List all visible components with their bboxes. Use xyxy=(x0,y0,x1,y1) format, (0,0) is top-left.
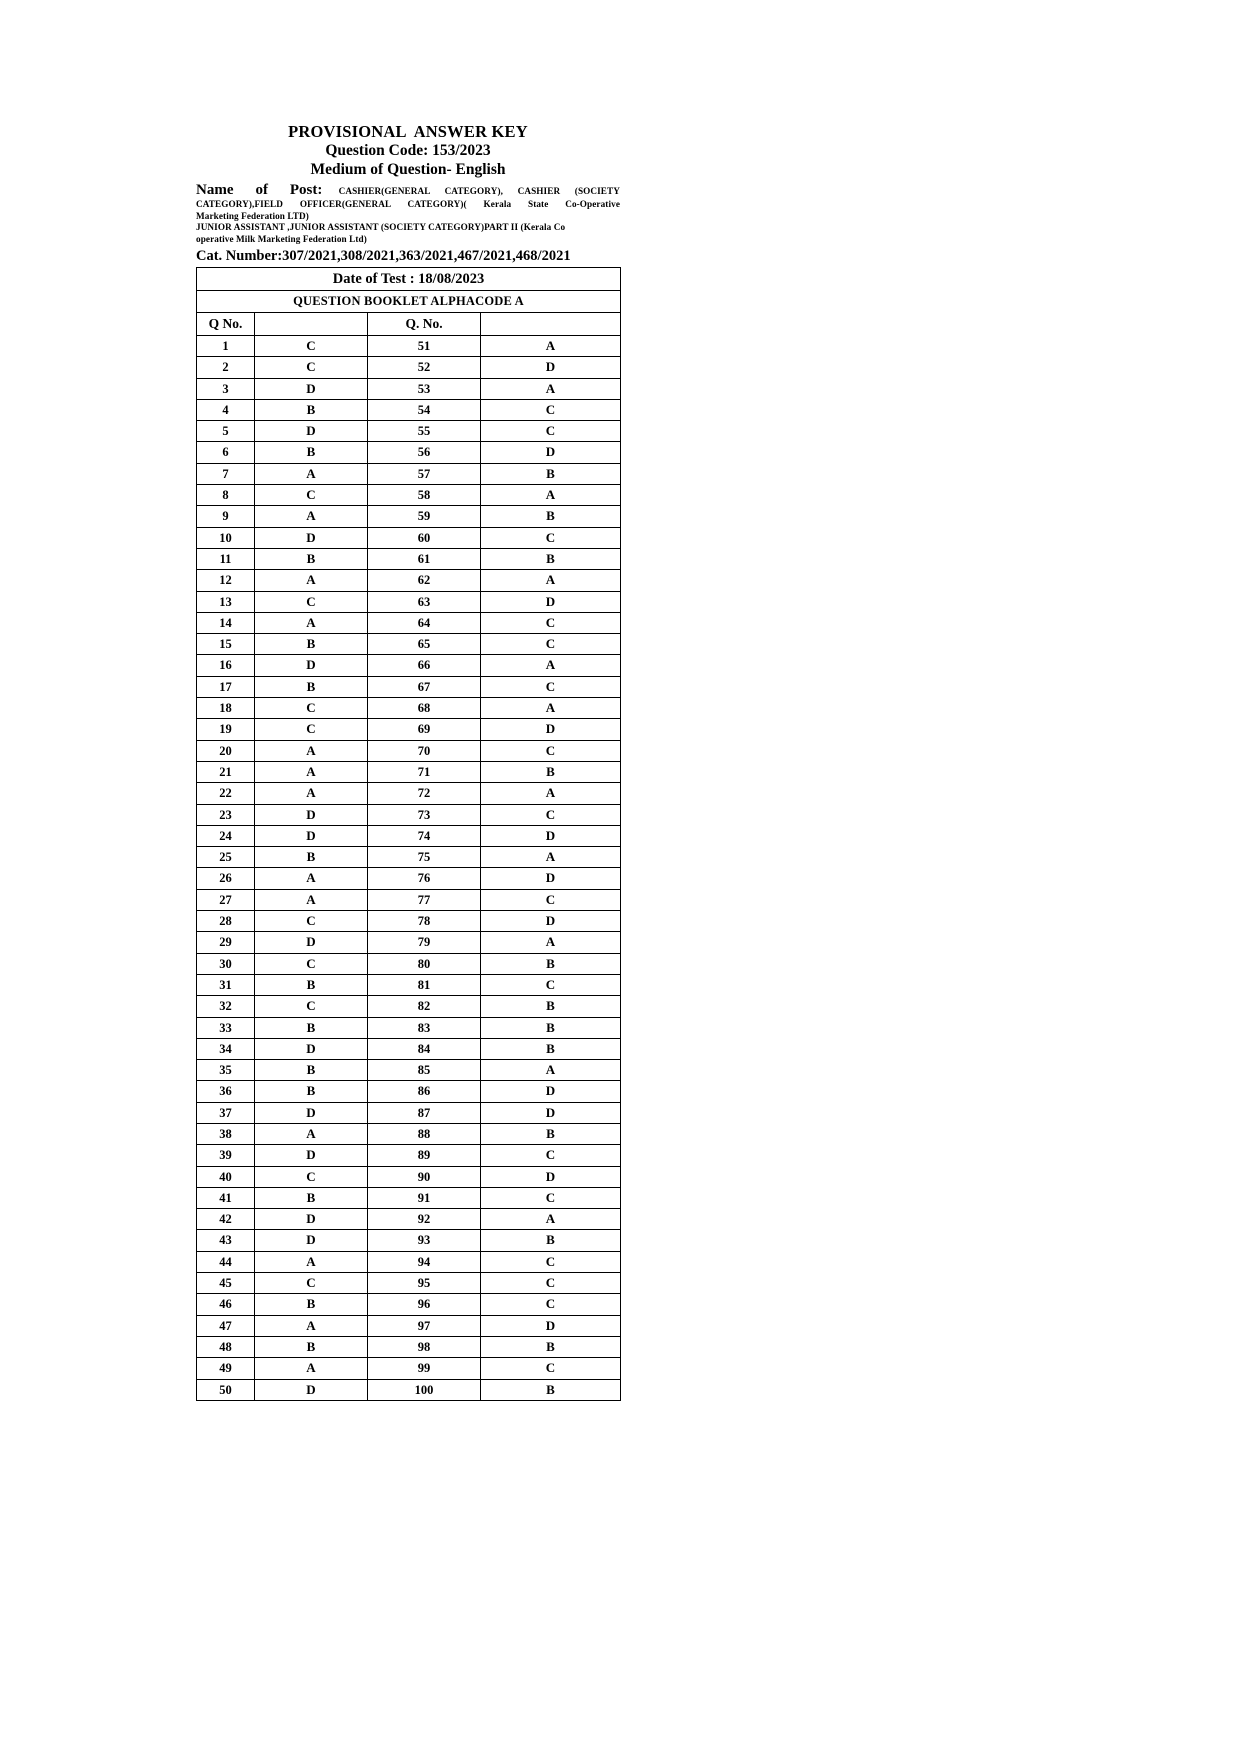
question-number-left: 37 xyxy=(197,1102,255,1123)
question-number-right: 61 xyxy=(368,548,481,569)
answer-left: B xyxy=(255,1187,368,1208)
question-number-right: 57 xyxy=(368,463,481,484)
column-header-row xyxy=(197,313,621,336)
question-number-left: 44 xyxy=(197,1251,255,1272)
answer-right: C xyxy=(481,974,621,995)
question-number-right: 58 xyxy=(368,485,481,506)
answer-left: B xyxy=(255,634,368,655)
table-row xyxy=(197,1379,621,1400)
question-number-right: 96 xyxy=(368,1294,481,1315)
table-row xyxy=(197,485,621,506)
answer-right: C xyxy=(481,634,621,655)
medium-of-question-line: Medium of Question- English xyxy=(310,161,506,178)
question-number-right: 54 xyxy=(368,399,481,420)
table-row xyxy=(197,932,621,953)
question-number-left: 23 xyxy=(197,804,255,825)
answer-left: C xyxy=(255,953,368,974)
answer-right: C xyxy=(481,1187,621,1208)
question-number-left: 36 xyxy=(197,1081,255,1102)
table-row xyxy=(197,612,621,633)
answer-right: A xyxy=(481,847,621,868)
page-title: PROVISIONAL ANSWER KEY xyxy=(288,122,528,141)
table-row xyxy=(197,1209,621,1230)
answer-left: A xyxy=(255,783,368,804)
table-row xyxy=(197,421,621,442)
answer-left: A xyxy=(255,1315,368,1336)
question-number-left: 7 xyxy=(197,463,255,484)
answer-left: B xyxy=(255,1017,368,1038)
question-number-right: 73 xyxy=(368,804,481,825)
question-number-right: 66 xyxy=(368,655,481,676)
question-number-right: 78 xyxy=(368,911,481,932)
date-of-test-row xyxy=(197,268,621,291)
question-number-left: 27 xyxy=(197,889,255,910)
question-number-left: 47 xyxy=(197,1315,255,1336)
header-answer-right xyxy=(481,313,621,336)
answer-right: B xyxy=(481,953,621,974)
post-line-4: JUNIOR ASSISTANT ,JUNIOR ASSISTANT (SOCIETY CATEGORY)PART II (Kerala Co xyxy=(196,222,566,232)
question-number-left: 14 xyxy=(197,612,255,633)
table-row xyxy=(197,655,621,676)
question-number-right: 95 xyxy=(368,1273,481,1294)
answer-left: D xyxy=(255,1038,368,1059)
question-number-right: 68 xyxy=(368,698,481,719)
table-row xyxy=(197,719,621,740)
answer-right: D xyxy=(481,1315,621,1336)
table-row xyxy=(197,889,621,910)
question-number-left: 50 xyxy=(197,1379,255,1400)
answer-right: A xyxy=(481,1209,621,1230)
question-number-left: 30 xyxy=(197,953,255,974)
table-row xyxy=(197,1017,621,1038)
table-row xyxy=(197,1038,621,1059)
question-number-right: 81 xyxy=(368,974,481,995)
answer-right: A xyxy=(481,336,621,357)
answer-right: A xyxy=(481,485,621,506)
answer-left: C xyxy=(255,911,368,932)
answer-left: A xyxy=(255,463,368,484)
answer-right: B xyxy=(481,548,621,569)
table-row xyxy=(197,974,621,995)
answer-left: C xyxy=(255,698,368,719)
table-row xyxy=(197,761,621,782)
question-number-right: 63 xyxy=(368,591,481,612)
post-line-1: CASHIER(GENERAL CATEGORY), CASHIER (SOCIETY xyxy=(338,186,620,196)
question-number-left: 16 xyxy=(197,655,255,676)
question-number-left: 12 xyxy=(197,570,255,591)
answer-left: B xyxy=(255,974,368,995)
question-number-left: 15 xyxy=(197,634,255,655)
table-row xyxy=(197,1081,621,1102)
question-number-right: 76 xyxy=(368,868,481,889)
answer-right: A xyxy=(481,655,621,676)
question-number-left: 21 xyxy=(197,761,255,782)
table-row xyxy=(197,676,621,697)
table-row xyxy=(197,1251,621,1272)
question-number-right: 91 xyxy=(368,1187,481,1208)
question-number-right: 51 xyxy=(368,336,481,357)
table-row xyxy=(197,1102,621,1123)
answer-right: D xyxy=(481,825,621,846)
date-of-test-cell: Date of Test : 18/08/2023 xyxy=(197,268,621,291)
question-number-right: 65 xyxy=(368,634,481,655)
question-number-right: 77 xyxy=(368,889,481,910)
answer-right: A xyxy=(481,1060,621,1081)
question-number-right: 55 xyxy=(368,421,481,442)
answer-left: C xyxy=(255,336,368,357)
answer-right: C xyxy=(481,804,621,825)
answer-left: D xyxy=(255,527,368,548)
question-number-left: 1 xyxy=(197,336,255,357)
answer-left: B xyxy=(255,1060,368,1081)
table-row xyxy=(197,463,621,484)
question-number-left: 31 xyxy=(197,974,255,995)
answer-right: B xyxy=(481,1230,621,1251)
answer-left: B xyxy=(255,1294,368,1315)
table-row xyxy=(197,740,621,761)
question-number-left: 49 xyxy=(197,1358,255,1379)
question-number-right: 60 xyxy=(368,527,481,548)
question-number-left: 40 xyxy=(197,1166,255,1187)
answer-left: D xyxy=(255,1379,368,1400)
question-number-left: 2 xyxy=(197,357,255,378)
booklet-alphacode-cell: QUESTION BOOKLET ALPHACODE A xyxy=(197,291,621,313)
answer-left: D xyxy=(255,804,368,825)
question-number-right: 86 xyxy=(368,1081,481,1102)
answer-right: A xyxy=(481,783,621,804)
question-number-right: 90 xyxy=(368,1166,481,1187)
answer-right: D xyxy=(481,442,621,463)
question-number-right: 85 xyxy=(368,1060,481,1081)
answer-left: D xyxy=(255,1230,368,1251)
answer-left: C xyxy=(255,591,368,612)
answer-left: A xyxy=(255,868,368,889)
question-number-right: 71 xyxy=(368,761,481,782)
table-row xyxy=(197,825,621,846)
table-row xyxy=(197,1060,621,1081)
question-number-right: 97 xyxy=(368,1315,481,1336)
question-number-left: 19 xyxy=(197,719,255,740)
question-number-right: 100 xyxy=(368,1379,481,1400)
question-number-left: 41 xyxy=(197,1187,255,1208)
answer-right: C xyxy=(481,740,621,761)
answer-right: C xyxy=(481,1294,621,1315)
answer-left: A xyxy=(255,612,368,633)
question-number-right: 52 xyxy=(368,357,481,378)
question-number-right: 62 xyxy=(368,570,481,591)
post-line-3: Marketing Federation LTD) xyxy=(196,210,309,221)
question-number-left: 38 xyxy=(197,1123,255,1144)
answer-left: D xyxy=(255,1102,368,1123)
question-number-left: 35 xyxy=(197,1060,255,1081)
answer-right: C xyxy=(481,527,621,548)
answer-right: D xyxy=(481,719,621,740)
question-number-right: 99 xyxy=(368,1358,481,1379)
question-number-left: 32 xyxy=(197,996,255,1017)
question-number-left: 25 xyxy=(197,847,255,868)
question-number-left: 46 xyxy=(197,1294,255,1315)
question-number-left: 8 xyxy=(197,485,255,506)
question-number-left: 34 xyxy=(197,1038,255,1059)
question-number-right: 98 xyxy=(368,1336,481,1357)
question-number-right: 93 xyxy=(368,1230,481,1251)
answer-right: C xyxy=(481,421,621,442)
answer-left: D xyxy=(255,655,368,676)
answer-left: A xyxy=(255,1251,368,1272)
answer-right: C xyxy=(481,676,621,697)
table-row xyxy=(197,698,621,719)
question-number-left: 39 xyxy=(197,1145,255,1166)
cat-number-line: Cat. Number:307/2021,308/2021,363/2021,467/2021,468/2021 xyxy=(196,248,571,264)
question-number-left: 6 xyxy=(197,442,255,463)
answer-right: A xyxy=(481,570,621,591)
question-number-right: 53 xyxy=(368,378,481,399)
question-number-right: 74 xyxy=(368,825,481,846)
table-row xyxy=(197,399,621,420)
table-row xyxy=(197,1166,621,1187)
answer-right: D xyxy=(481,911,621,932)
answer-left: A xyxy=(255,740,368,761)
question-number-left: 17 xyxy=(197,676,255,697)
question-number-left: 43 xyxy=(197,1230,255,1251)
answer-right: D xyxy=(481,1081,621,1102)
answer-left: B xyxy=(255,548,368,569)
question-number-left: 28 xyxy=(197,911,255,932)
table-row xyxy=(197,506,621,527)
answer-left: C xyxy=(255,357,368,378)
answer-right: C xyxy=(481,1358,621,1379)
question-number-left: 18 xyxy=(197,698,255,719)
table-row xyxy=(197,442,621,463)
question-number-left: 13 xyxy=(197,591,255,612)
answer-left: A xyxy=(255,1358,368,1379)
table-row xyxy=(197,868,621,889)
answer-left: C xyxy=(255,1273,368,1294)
answer-right: C xyxy=(481,1251,621,1272)
answer-right: B xyxy=(481,506,621,527)
table-row xyxy=(197,1187,621,1208)
table-row xyxy=(197,911,621,932)
question-number-left: 9 xyxy=(197,506,255,527)
question-number-right: 83 xyxy=(368,1017,481,1038)
question-number-left: 24 xyxy=(197,825,255,846)
answer-left: B xyxy=(255,1336,368,1357)
answer-right: A xyxy=(481,378,621,399)
question-number-left: 22 xyxy=(197,783,255,804)
answer-left: A xyxy=(255,889,368,910)
question-number-right: 94 xyxy=(368,1251,481,1272)
question-number-right: 75 xyxy=(368,847,481,868)
question-number-left: 5 xyxy=(197,421,255,442)
table-row xyxy=(197,527,621,548)
question-number-right: 64 xyxy=(368,612,481,633)
question-number-right: 70 xyxy=(368,740,481,761)
answer-table-body xyxy=(197,268,621,336)
question-number-right: 67 xyxy=(368,676,481,697)
table-row xyxy=(197,1123,621,1144)
answer-right: D xyxy=(481,868,621,889)
answer-left: D xyxy=(255,825,368,846)
name-of-post-label: Name of Post: xyxy=(196,182,323,198)
question-number-right: 89 xyxy=(368,1145,481,1166)
table-row xyxy=(197,847,621,868)
answer-left: C xyxy=(255,1166,368,1187)
question-code-line: Question Code: 153/2023 xyxy=(325,142,491,159)
question-number-left: 26 xyxy=(197,868,255,889)
question-number-left: 42 xyxy=(197,1209,255,1230)
question-number-right: 56 xyxy=(368,442,481,463)
answer-right: D xyxy=(481,357,621,378)
question-number-right: 80 xyxy=(368,953,481,974)
answer-key-document xyxy=(196,122,620,1401)
post-first-line xyxy=(196,182,620,199)
answer-left: C xyxy=(255,996,368,1017)
table-row xyxy=(197,953,621,974)
answer-key-table xyxy=(196,267,621,1401)
table-row xyxy=(197,548,621,569)
question-number-left: 45 xyxy=(197,1273,255,1294)
question-number-right: 82 xyxy=(368,996,481,1017)
answer-right: C xyxy=(481,612,621,633)
table-row xyxy=(197,1273,621,1294)
header-q-no-right: Q. No. xyxy=(368,313,481,336)
answer-right: D xyxy=(481,1166,621,1187)
answer-left: C xyxy=(255,485,368,506)
answer-rows-body xyxy=(197,336,621,1401)
table-row xyxy=(197,357,621,378)
answer-left: C xyxy=(255,719,368,740)
answer-right: B xyxy=(481,1336,621,1357)
answer-right: C xyxy=(481,1273,621,1294)
question-number-left: 10 xyxy=(197,527,255,548)
answer-left: D xyxy=(255,421,368,442)
table-row xyxy=(197,1145,621,1166)
table-row xyxy=(197,1315,621,1336)
answer-right: B xyxy=(481,463,621,484)
answer-left: A xyxy=(255,1123,368,1144)
document-title-block xyxy=(196,122,620,180)
answer-left: D xyxy=(255,1209,368,1230)
table-row xyxy=(197,591,621,612)
answer-left: A xyxy=(255,506,368,527)
answer-left: B xyxy=(255,847,368,868)
post-line-2: CATEGORY),FIELD OFFICER(GENERAL CATEGORY)( Kerala State Co-Operative xyxy=(196,199,620,209)
question-number-left: 29 xyxy=(197,932,255,953)
question-number-left: 11 xyxy=(197,548,255,569)
table-row xyxy=(197,1358,621,1379)
question-number-right: 88 xyxy=(368,1123,481,1144)
question-number-left: 48 xyxy=(197,1336,255,1357)
header-answer-left xyxy=(255,313,368,336)
answer-right: B xyxy=(481,1038,621,1059)
question-number-right: 92 xyxy=(368,1209,481,1230)
table-row xyxy=(197,996,621,1017)
answer-left: D xyxy=(255,378,368,399)
question-number-right: 72 xyxy=(368,783,481,804)
question-number-left: 33 xyxy=(197,1017,255,1038)
question-number-right: 79 xyxy=(368,932,481,953)
answer-left: A xyxy=(255,761,368,782)
answer-left: D xyxy=(255,932,368,953)
table-row xyxy=(197,378,621,399)
answer-left: B xyxy=(255,442,368,463)
table-row xyxy=(197,336,621,357)
question-number-left: 4 xyxy=(197,399,255,420)
answer-left: B xyxy=(255,676,368,697)
question-number-right: 59 xyxy=(368,506,481,527)
table-row xyxy=(197,1336,621,1357)
question-number-right: 87 xyxy=(368,1102,481,1123)
answer-left: D xyxy=(255,1145,368,1166)
question-number-right: 84 xyxy=(368,1038,481,1059)
answer-right: D xyxy=(481,1102,621,1123)
answer-right: B xyxy=(481,1123,621,1144)
question-number-right: 69 xyxy=(368,719,481,740)
post-line-5: operative Milk Marketing Federation Ltd) xyxy=(196,233,367,244)
answer-right: A xyxy=(481,932,621,953)
answer-right: B xyxy=(481,996,621,1017)
name-of-post-block xyxy=(196,182,620,245)
table-row xyxy=(197,634,621,655)
booklet-alphacode-row xyxy=(197,291,621,313)
answer-right: B xyxy=(481,761,621,782)
answer-right: C xyxy=(481,1145,621,1166)
answer-left: B xyxy=(255,399,368,420)
answer-left: A xyxy=(255,570,368,591)
answer-right: D xyxy=(481,591,621,612)
table-row xyxy=(197,1230,621,1251)
answer-right: C xyxy=(481,399,621,420)
table-row xyxy=(197,1294,621,1315)
answer-right: A xyxy=(481,698,621,719)
question-number-left: 3 xyxy=(197,378,255,399)
answer-left: B xyxy=(255,1081,368,1102)
table-row xyxy=(197,783,621,804)
answer-right: C xyxy=(481,889,621,910)
header-q-no-left: Q No. xyxy=(197,313,255,336)
question-number-left: 20 xyxy=(197,740,255,761)
answer-right: B xyxy=(481,1017,621,1038)
answer-right: B xyxy=(481,1379,621,1400)
table-row xyxy=(197,570,621,591)
table-row xyxy=(197,804,621,825)
